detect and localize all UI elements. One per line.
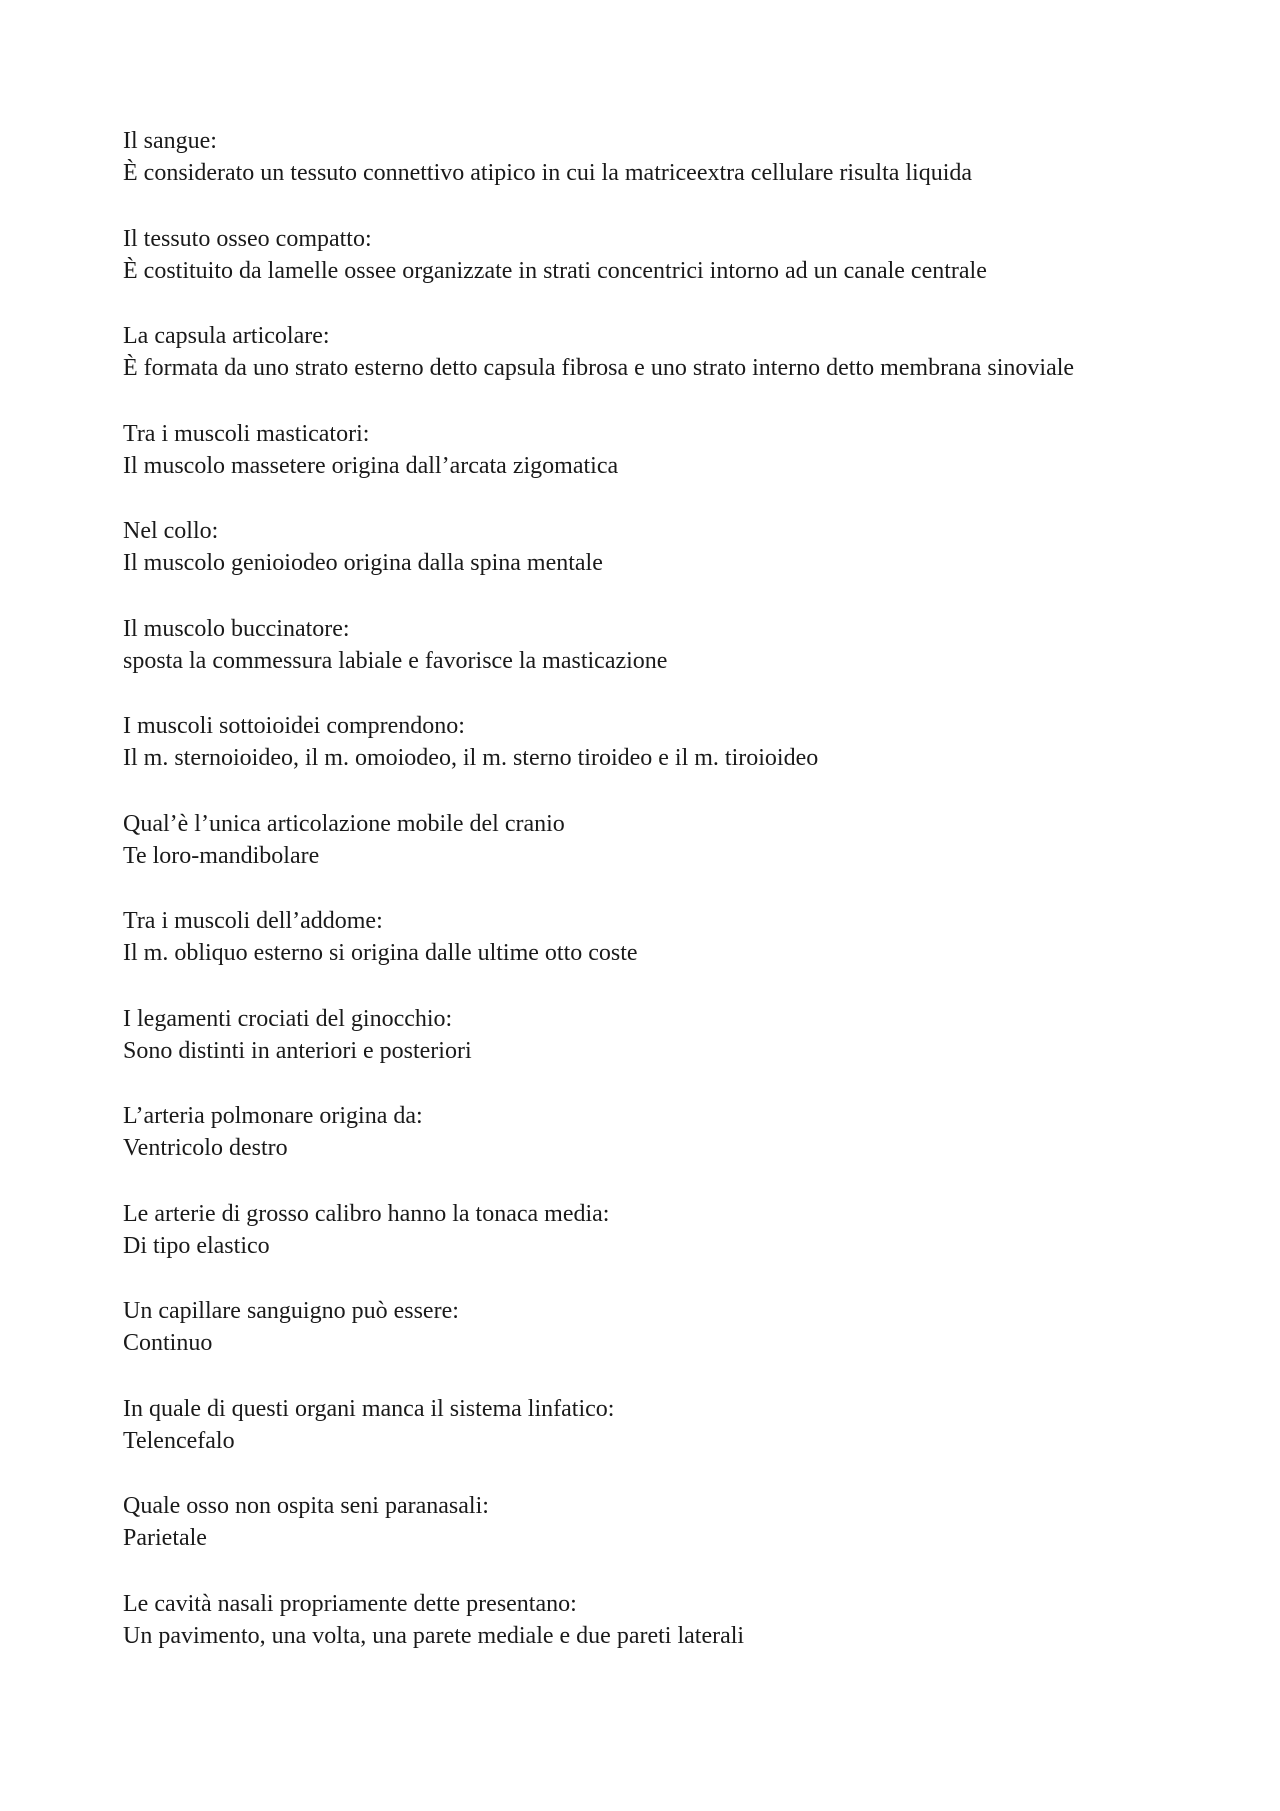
answer-text: Il m. sternoioideo, il m. omoiodeo, il m. sterno tiroideo e il m. tiroioideo xyxy=(123,745,819,771)
qa-item xyxy=(123,1100,1243,1164)
answer-text: È costituito da lamelle ossee organizzate in strati concentrici intorno ad un canale centrale xyxy=(123,257,987,284)
qa-item xyxy=(123,1003,1243,1067)
question-text: Il sangue: xyxy=(123,128,217,154)
qa-item xyxy=(123,1198,1243,1262)
answer-text: Un pavimento, una volta, una parete mediale e due pareti laterali xyxy=(123,1622,745,1649)
answer-text: Sono distinti in anteriori e posteriori xyxy=(123,1037,472,1064)
qa-item xyxy=(123,418,1243,482)
question-text: In quale di questi organi manca il sistema linfatico: xyxy=(123,1395,615,1422)
question-text: Tra i muscoli masticatori: xyxy=(123,420,370,447)
answer-text: sposta la commessura labiale e favorisce la masticazione xyxy=(123,647,668,674)
qa-item xyxy=(123,1295,1243,1359)
answer-text: Parietale xyxy=(123,1525,207,1551)
qa-item xyxy=(123,905,1243,969)
answer-text: Di tipo elastico xyxy=(123,1232,270,1259)
question-text: Qual’è l’unica articolazione mobile del cranio xyxy=(123,810,565,837)
answer-text: Telencefalo xyxy=(123,1427,235,1454)
qa-item xyxy=(123,1588,1243,1652)
question-text: Un capillare sanguigno può essere: xyxy=(123,1298,459,1324)
qa-item xyxy=(123,1490,1243,1554)
qa-item xyxy=(123,710,1243,774)
qa-item xyxy=(123,515,1243,579)
answer-text: Te loro-mandibolare xyxy=(123,842,320,869)
question-text: L’arteria polmonare origina da: xyxy=(123,1103,423,1129)
question-text: Tra i muscoli dell’addome: xyxy=(123,908,383,934)
qa-item xyxy=(123,223,1243,287)
qa-item xyxy=(123,613,1243,677)
question-text: Il tessuto osseo compatto: xyxy=(123,225,372,252)
question-text: Le arterie di grosso calibro hanno la tonaca media: xyxy=(123,1200,610,1227)
answer-text: Il m. obliquo esterno si origina dalle ultime otto coste xyxy=(123,940,638,966)
answer-text: Il muscolo genioiodeo origina dalla spina mentale xyxy=(123,550,603,576)
qa-item xyxy=(123,125,1243,189)
answer-text: Ventricolo destro xyxy=(123,1135,288,1161)
question-text: Nel collo: xyxy=(123,518,219,544)
answer-text: Il muscolo massetere origina dall’arcata zigomatica xyxy=(123,452,619,479)
question-answer-list xyxy=(123,125,1243,1685)
answer-text: È formata da uno strato esterno detto capsula fibrosa e uno strato interno detto membrana sinoviale xyxy=(123,355,1075,381)
qa-item xyxy=(123,1393,1243,1457)
answer-text: È considerato un tessuto connettivo atipico in cui la matriceextra cellulare risulta liquida xyxy=(123,160,973,186)
question-text: La capsula articolare: xyxy=(123,323,330,349)
qa-item xyxy=(123,320,1243,384)
question-text: I muscoli sottoioidei comprendono: xyxy=(123,713,465,739)
question-text: Le cavità nasali propriamente dette presentano: xyxy=(123,1590,577,1617)
question-text: Quale osso non ospita seni paranasali: xyxy=(123,1493,489,1519)
question-text: I legamenti crociati del ginocchio: xyxy=(123,1005,453,1032)
question-text: Il muscolo buccinatore: xyxy=(123,615,350,642)
qa-item xyxy=(123,808,1243,872)
answer-text: Continuo xyxy=(123,1330,213,1356)
